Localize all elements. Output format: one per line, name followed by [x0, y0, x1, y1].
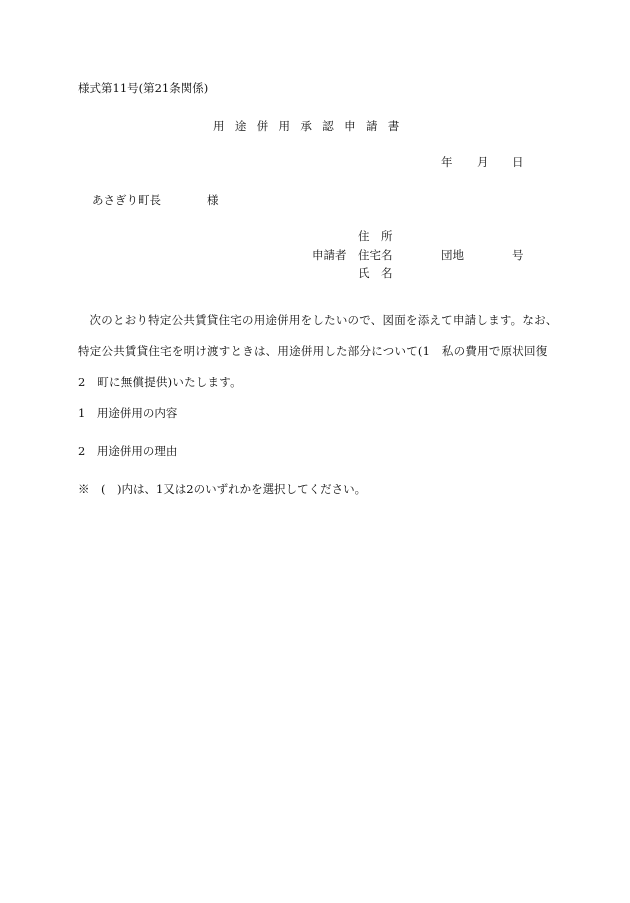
- selection-note: ※ ( )内は、1又は2のいずれかを選択してください。: [78, 482, 367, 496]
- addressee-honorific: 様: [207, 193, 219, 207]
- addressee-name: あさぎり町長: [92, 193, 161, 207]
- number-label: 号: [512, 248, 524, 262]
- month-label: 月: [477, 155, 489, 169]
- year-label: 年: [441, 155, 453, 169]
- residence-label: 住宅名: [358, 248, 393, 262]
- day-label: 日: [512, 155, 524, 169]
- body-paragraph: 次のとおり特定公共賃貸住宅の用途併用をしたいので、図面を添えて申請します。なお、特定公共賃貸住宅を明け渡すときは、用途併用した部分について(1 私の費用で原状回復 2 町に無償提供)いたします。: [78, 313, 560, 389]
- danchi-label: 団地: [441, 248, 464, 262]
- form-number: 様式第11号(第21条関係): [78, 81, 209, 95]
- item-reason: 2 用途併用の理由: [78, 444, 178, 458]
- name-label: 氏 名: [358, 266, 393, 280]
- document-title: 用途併用承認申請書: [213, 119, 410, 133]
- item-content: 1 用途併用の内容: [78, 406, 178, 420]
- applicant-role-label: 申請者: [312, 248, 347, 262]
- address-label: 住 所: [358, 229, 393, 243]
